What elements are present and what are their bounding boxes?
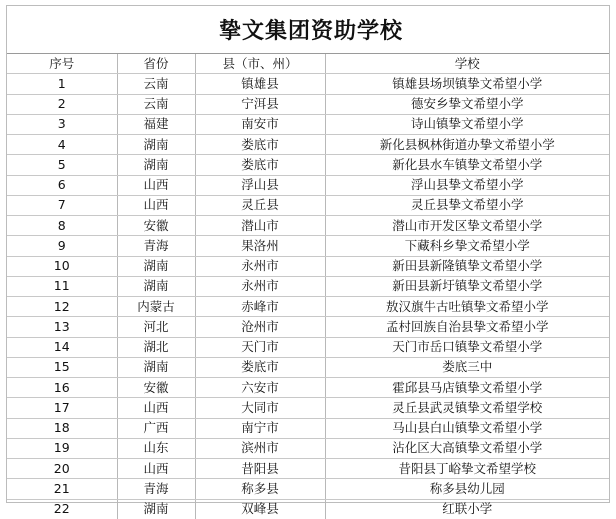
cell-county: 南安市 [195, 114, 325, 134]
table-row [7, 438, 609, 458]
cell-province: 山西 [117, 195, 195, 215]
cell-county: 镇雄县 [195, 74, 325, 94]
cell-school: 灵丘县武灵镇挚文希望学校 [325, 398, 609, 418]
cell-index: 9 [7, 236, 117, 256]
cell-county: 沧州市 [195, 317, 325, 337]
cell-index: 19 [7, 438, 117, 458]
table-row [7, 195, 609, 215]
cell-index: 4 [7, 135, 117, 155]
cell-province: 山东 [117, 438, 195, 458]
cell-province: 湖南 [117, 276, 195, 296]
cell-province: 内蒙古 [117, 297, 195, 317]
cell-county: 赤峰市 [195, 297, 325, 317]
cell-county: 双峰县 [195, 499, 325, 519]
cell-province: 山西 [117, 459, 195, 479]
document-sheet [6, 5, 610, 517]
cell-index: 21 [7, 479, 117, 499]
cell-province: 山西 [117, 398, 195, 418]
cell-school: 诗山镇挚文希望小学 [325, 114, 609, 134]
cell-index: 14 [7, 337, 117, 357]
cell-school: 昔阳县丁峪挚文希望学校 [325, 459, 609, 479]
cell-province: 安徽 [117, 216, 195, 236]
cell-county: 永州市 [195, 256, 325, 276]
cell-county: 灵丘县 [195, 195, 325, 215]
cell-province: 云南 [117, 74, 195, 94]
cell-index: 2 [7, 94, 117, 114]
cell-school: 天门市岳口镇挚文希望小学 [325, 337, 609, 357]
cell-county: 天门市 [195, 337, 325, 357]
cell-school: 镇雄县场坝镇挚文希望小学 [325, 74, 609, 94]
table-row [7, 236, 609, 256]
table-row [7, 94, 609, 114]
cell-province: 湖南 [117, 357, 195, 377]
cell-index: 1 [7, 74, 117, 94]
cell-index: 7 [7, 195, 117, 215]
cell-school: 新化县枫林街道办挚文希望小学 [325, 135, 609, 155]
cell-index: 22 [7, 499, 117, 519]
table-row [7, 357, 609, 377]
cell-school: 下藏科乡挚文希望小学 [325, 236, 609, 256]
cell-index: 11 [7, 276, 117, 296]
cell-school: 红联小学 [442, 501, 493, 517]
table-row [7, 317, 609, 337]
table-row [7, 135, 609, 155]
cell-school: 灵丘县挚文希望小学 [325, 195, 609, 215]
header-province: 省份 [117, 54, 195, 74]
table-row [7, 337, 609, 357]
cell-school: 德安乡挚文希望小学 [325, 94, 609, 114]
cell-index: 12 [7, 297, 117, 317]
cell-county: 六安市 [195, 378, 325, 398]
table-row [7, 418, 609, 438]
table-row [7, 74, 609, 94]
cell-school: 新田县新隆镇挚文希望小学 [325, 256, 609, 276]
school-table [7, 54, 609, 519]
cell-index: 8 [7, 216, 117, 236]
table-row [7, 499, 609, 519]
table-row [7, 297, 609, 317]
table-row [7, 256, 609, 276]
cell-province: 湖南 [117, 135, 195, 155]
cell-county: 果洛州 [195, 236, 325, 256]
header-county: 县（市、州） [195, 54, 325, 74]
table-row [7, 216, 609, 236]
cell-index: 5 [7, 155, 117, 175]
cell-school: 敖汉旗牛古吐镇挚文希望小学 [325, 297, 609, 317]
cell-school: 新田县新圩镇挚文希望小学 [325, 276, 609, 296]
cell-county: 永州市 [195, 276, 325, 296]
cell-index: 17 [7, 398, 117, 418]
table-row [7, 155, 609, 175]
table-row [7, 175, 609, 195]
table-row [7, 276, 609, 296]
cell-province: 安徽 [117, 378, 195, 398]
cell-county: 潜山市 [195, 216, 325, 236]
cell-school: 霍邱县马店镇挚文希望小学 [325, 378, 609, 398]
cell-school: 马山县白山镇挚文希望小学 [325, 418, 609, 438]
cell-county: 称多县 [195, 479, 325, 499]
cell-province: 广西 [117, 418, 195, 438]
table-body [7, 74, 609, 519]
cell-school: 浮山县挚文希望小学 [325, 175, 609, 195]
cell-county: 浮山县 [195, 175, 325, 195]
title-row [7, 6, 609, 54]
cell-index: 18 [7, 418, 117, 438]
cell-index: 13 [7, 317, 117, 337]
table-row [7, 378, 609, 398]
cell-index: 20 [7, 459, 117, 479]
cell-province: 青海 [117, 479, 195, 499]
cell-index: 16 [7, 378, 117, 398]
cell-school: 沾化区大高镇挚文希望小学 [325, 438, 609, 458]
table-row [7, 459, 609, 479]
cell-school: 娄底三中 [325, 357, 609, 377]
cell-index: 10 [7, 256, 117, 276]
header-school: 学校 [325, 54, 609, 74]
table-row [7, 114, 609, 134]
cell-province: 湖北 [117, 337, 195, 357]
cell-school: 孟村回族自治县挚文希望小学 [325, 317, 609, 337]
cell-school: 称多县幼儿园 [325, 479, 609, 499]
cell-province: 河北 [117, 317, 195, 337]
cell-county: 宁洱县 [195, 94, 325, 114]
cell-county: 滨州市 [195, 438, 325, 458]
cell-province: 湖南 [117, 499, 195, 519]
cell-county: 大同市 [195, 398, 325, 418]
cell-province: 福建 [117, 114, 195, 134]
cell-province: 云南 [117, 94, 195, 114]
header-index: 序号 [7, 54, 117, 74]
table-header-row [7, 54, 609, 74]
table-row [7, 398, 609, 418]
cell-province: 山西 [117, 175, 195, 195]
cell-school: 新化县水车镇挚文希望小学 [325, 155, 609, 175]
cell-county: 娄底市 [195, 357, 325, 377]
cell-province: 湖南 [117, 155, 195, 175]
cell-county: 娄底市 [195, 135, 325, 155]
cell-province: 青海 [117, 236, 195, 256]
table-row [7, 479, 609, 499]
cell-school: 潜山市开发区挚文希望小学 [325, 216, 609, 236]
cell-county: 南宁市 [195, 418, 325, 438]
page-title: 挚文集团资助学校 [218, 19, 403, 44]
cell-index: 15 [7, 357, 117, 377]
cell-county: 昔阳县 [195, 459, 325, 479]
cell-county: 娄底市 [195, 155, 325, 175]
cell-index: 3 [7, 114, 117, 134]
cell-province: 湖南 [117, 256, 195, 276]
cell-index: 6 [7, 175, 117, 195]
